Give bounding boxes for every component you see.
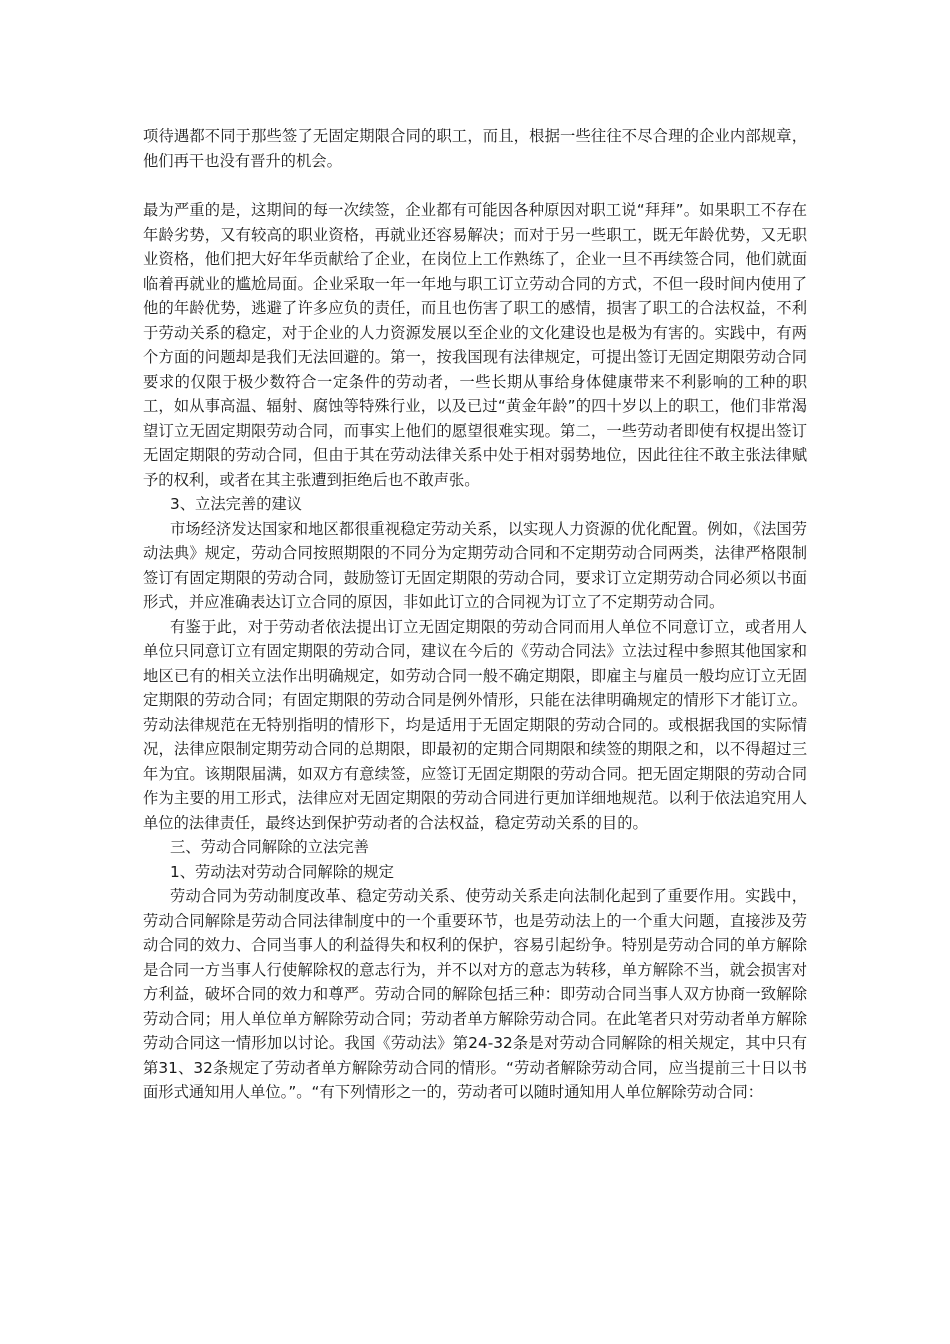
paragraph-foreign-law: 市场经济发达国家和地区都很重视稳定劳动关系，以实现人力资源的优化配置。例如，《法国劳动法典》规定，劳动合同按照期限的不同分为定期劳动合同和不定期劳动合同两类，法律严格限制签订有固定期限的劳动合同，鼓励签订无固定期限的劳动合同，要求订立定期劳动合同必须以书面形式，并应准确表达订立合同的原因，非如此订立的合同视为订立了不定期劳动合同。 <box>143 519 807 611</box>
paragraph-termination-discussion: 劳动合同为劳动制度改革、稳定劳动关系、使劳动关系走向法制化起到了重要作用。实践中，劳动合同解除是劳动合同法律制度中的一个重要环节，也是劳动法上的一个重大问题，直接涉及劳动合同的效力、合同当事人的利益得失和权利的保护，容易引起纷争。特别是劳动合同的单方解除是合同一方当事人行使解除权的意志行为，并不以对方的意志为转移，单方解除不当，就会损害对方利益，破坏合同的效力和尊严。劳动合同的解除包括三种：即劳动合同当事人双方协商一致解除劳动合同；用人单位单方解除劳动合同；劳动者单方解除劳动合同。在此笔者只对劳动者单方解除劳动合同这一情形加以讨论。我国《劳动法》第24-32条是对劳动合同解除的相关规定，其中只有第31、32条规定了劳动者单方解除劳动合同的情形。“劳动者解除劳动合同，应当提前三十日以书面形式通知用人单位。”。“有下列情形之一的，劳动者可以随时通知用人单位解除劳动合同： <box>143 887 807 1101</box>
subsection-heading-termination-rules: 1、劳动法对劳动合同解除的规定 <box>170 862 394 881</box>
paragraph-gap <box>143 173 807 198</box>
paragraph-renewal-problems: 最为严重的是，这期间的每一次续签，企业都有可能因各种原因对职工说“拜拜”。如果职工不存在年龄劣势，又有较高的职业资格，再就业还容易解决；而对于另一些职工，既无年龄优势，又无职业资格，他们把大好年华贡献给了企业，在岗位上工作熟练了，企业一旦不再续签合同，他们就面临着再就业的尴尬局面。企业采取一年一年地与职工订立劳动合同的方式，不但一段时间内使用了他的年龄优势，逃避了许多应负的责任，而且也伤害了职工的感情，损害了职工的合法权益，不利于劳动关系的稳定，对于企业的人力资源发展以至企业的文化建设也是极为有害的。实践中，有两个方面的问题却是我们无法回避的。第一，按我国现有法律规定，可提出签订无固定期限劳动合同要求的仅限于极少数符合一定条件的劳动者，一些长期从事给身体健康带来不利影响的工种的职工，如从事高温、辐射、腐蚀等特殊行业，以及已过“黄金年龄”的四十岁以上的职工，他们非常渴望订立无固定期限劳动合同，而事实上他们的愿望很难实现。第二，一些劳动者即使有权提出签订无固定期限的劳动合同，但由于其在劳动法律关系中处于相对弱势地位，因此往往不敢主张法律赋予的权利，或者在其主张遭到拒绝后也不敢声张。 <box>143 201 807 489</box>
paragraph-recommendation: 有鉴于此，对于劳动者依法提出订立无固定期限的劳动合同而用人单位不同意订立，或者用人单位只同意订立有固定期限的劳动合同，建议在今后的《劳动合同法》立法过程中参照其他国家和地区已有的相关立法作出明确规定，如劳动合同一般不确定期限，即雇主与雇员一般均应订立无固定期限的劳动合同；有固定期限的劳动合同是例外情形，只能在法律明确规定的情形下才能订立。劳动法律规范在无特别指明的情形下，均是适用于无固定期限的劳动合同的。或根据我国的实际情况，法律应限制定期劳动合同的总期限，即最初的定期合同期限和续签的期限之和，以不得超过三年为宜。该期限届满，如双方有意续签，应签订无固定期限的劳动合同。把无固定期限的劳动合同作为主要的用工形式，法律应对无固定期限的劳动合同进行更加详细地规范。以利于依法追究用人单位的法律责任，最终达到保护劳动者的合法权益，稳定劳动关系的目的。 <box>143 617 807 832</box>
document-page <box>143 124 807 1105</box>
paragraph-continuation: 项待遇都不同于那些签了无固定期限合同的职工，而且，根据一些往往不尽合理的企业内部规章，他们再干也没有晋升的机会。 <box>143 127 807 170</box>
section-heading-legislation-suggestions: 3、立法完善的建议 <box>170 495 303 513</box>
section-heading-contract-termination: 三、劳动合同解除的立法完善 <box>170 838 369 856</box>
